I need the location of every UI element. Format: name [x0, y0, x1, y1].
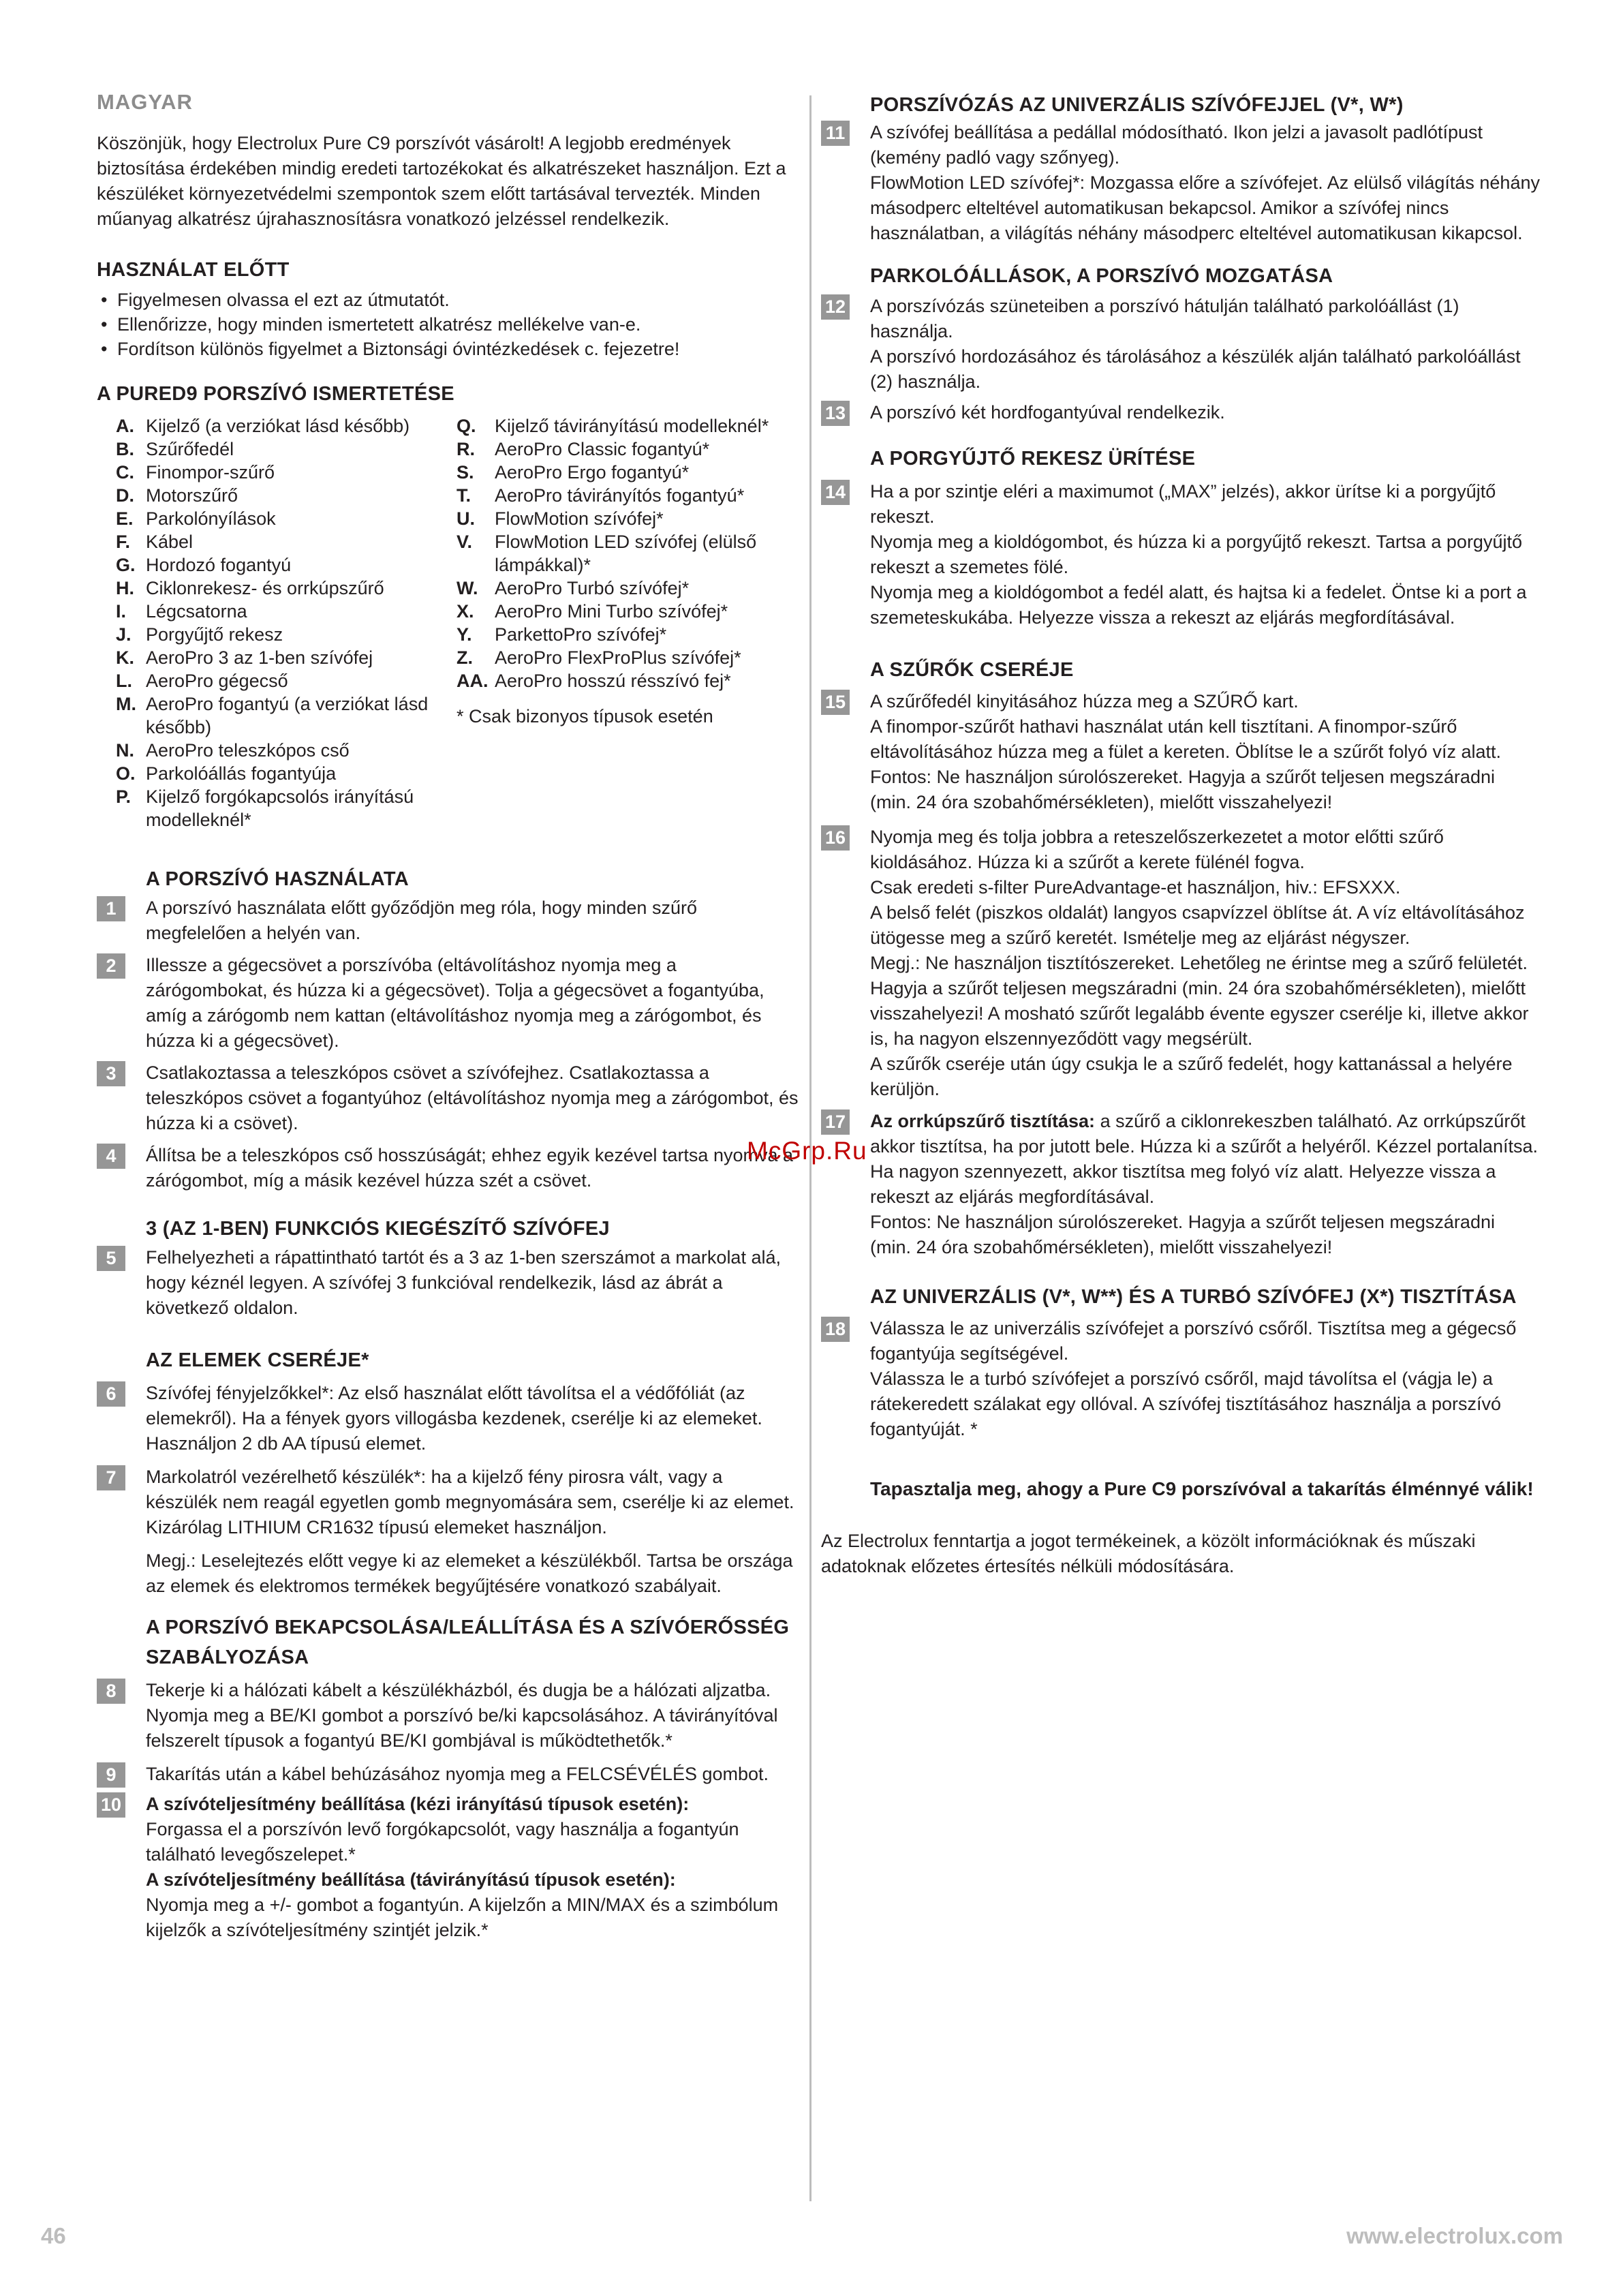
step-text: Illessze a gégecsövet a porszívóba (eltávolításhoz nyomja meg a zárógombokat, és húzza ki a gégecsövet). Tolja a gégecsövet a fogantyúba, amíg a zárógomb nem kattan (eltávolításhoz nyomja meg a zárógombot, és húzza ki a gégecsövet).: [146, 955, 764, 1051]
part-text: FlowMotion LED szívófej (elülső lámpákkal)*: [495, 532, 757, 575]
part-item: [116, 438, 457, 461]
step-number: 8: [97, 1679, 125, 1704]
part-item: [457, 507, 797, 530]
part-text: AeroPro teleszkópos cső: [146, 740, 350, 761]
part-text: AeroPro FlexProPlus szívófej*: [495, 647, 741, 668]
part-item: [457, 438, 797, 461]
parts-list: [97, 414, 799, 831]
step-9: [97, 1762, 799, 1788]
list-item: • Fordítson különös figyelmet a Biztonsági óvintézkedések c. fejezetre!: [97, 337, 799, 361]
part-letter: X.: [457, 601, 474, 622]
part-item: [116, 646, 457, 669]
part-letter: W.: [457, 578, 478, 598]
part-letter: E.: [116, 508, 134, 529]
step-number: 18: [821, 1317, 850, 1342]
step-important: Fontos: Ne használjon súrolószereket. Hagyja a szűrőt teljesen megszáradni (min. 24 óra szobahőmérsékleten), mielőtt visszahelyezi!: [870, 1212, 1495, 1257]
part-item: [457, 623, 797, 646]
step-subheading: A szívóteljesítmény beállítása (kézi irányítású típusok esetén):: [146, 1794, 690, 1814]
part-letter: C.: [116, 462, 134, 483]
part-text: AeroPro távirányítós fogantyú*: [495, 485, 745, 506]
part-item: [116, 600, 457, 623]
part-item: [116, 739, 457, 762]
part-letter: J.: [116, 624, 132, 645]
part-text: AeroPro gégecső: [146, 671, 288, 691]
part-item: [116, 577, 457, 600]
part-item: [116, 692, 457, 739]
part-letter: G.: [116, 555, 136, 575]
footer-url: www.electrolux.com: [1346, 2223, 1563, 2248]
part-letter: A.: [116, 416, 134, 436]
part-text: Légcsatorna: [146, 601, 247, 622]
step-paragraph: A belső felét (piszkos oldalát) langyos csapvízzel öblítse át. A víz eltávolításához ütögesse meg a szűrő keretét. Ismételje meg az eljárást négyszer.: [870, 902, 1525, 948]
description-heading: A PURED9 PORSZÍVÓ ISMERTETÉSE: [97, 383, 454, 405]
step-number: 13: [821, 401, 850, 426]
part-letter: R.: [457, 439, 475, 459]
part-letter: AA.: [457, 671, 489, 691]
part-text: AeroPro Classic fogantyú*: [495, 439, 710, 459]
part-letter: H.: [116, 578, 134, 598]
step-paragraph: A szívófej beállítása a pedállal módosítható. Ikon jelzi a javasolt padlótípust (kemény padló vagy szőnyeg).: [870, 122, 1483, 168]
step-paragraph: Forgassa el a porszívón levő forgókapcsolót, vagy használja a fogantyún található levegőszelepet.*: [146, 1819, 739, 1865]
step-text: Csatlakoztassa a teleszkópos csövet a szívófejhez. Csatlakoztassa a teleszkópos csövet a fogantyúhoz (eltávolításhoz nyomja meg a zárógombot, és húzza ki a csövet).: [146, 1062, 799, 1133]
part-letter: D.: [116, 485, 134, 506]
usage-steps: [97, 896, 799, 1193]
step-paragraph: Megj.: Ne használjon tisztítószereket. Lehetőleg ne érintse meg a szűrő felületét. Hagyja a szűrőt teljesen megszáradni (min. 24 óra szobahőmérsékleten), mielőtt visszahelyezi! A mosható szűrőt legalább évente egyszer cserélje ki, illetve akkor is, ha nagyon elszennyeződött vagy megsérült.: [870, 953, 1529, 1049]
part-letter: Q.: [457, 416, 476, 436]
step-text: [146, 1465, 799, 1599]
step-number: 2: [97, 953, 125, 979]
parts-column-2: [457, 414, 797, 831]
part-letter: Z.: [457, 647, 473, 668]
step-text: [870, 120, 1540, 246]
step-paragraph: Csak eredeti s-filter PureAdvantage-et használjon, hiv.: EFSXXX.: [870, 877, 1401, 898]
step-number: 4: [97, 1144, 125, 1169]
step-5: [97, 1245, 799, 1321]
step-11: [821, 120, 1540, 246]
part-letter: I.: [116, 601, 127, 622]
page-number: 46: [41, 2223, 66, 2248]
step-paragraph: Ha a por szintje eléri a maximumot („MAX” jelzés), akkor ürítse ki a porgyűjtő rekeszt.: [870, 481, 1496, 527]
part-text: Hordozó fogantyú: [146, 555, 292, 575]
step-number: 1: [97, 896, 125, 921]
step-text: [870, 1109, 1540, 1260]
watermark: McGrp.Ru: [747, 1137, 867, 1165]
part-item: [457, 646, 797, 669]
intro-paragraph: Köszönjük, hogy Electrolux Pure C9 porszívót vásárolt! A legjobb eredmények biztosítása érdekében mindig eredeti tartozékokat és alkatrészeket használjon. Ezt a készüléket környezetvédelmi szempontok szem előtt tartásával tervezték. Minden műanyag alkatrész újrahasznosításra vonatkozó jelzéssel rendelkezik.: [97, 133, 786, 229]
step-text: Állítsa be a teleszkópos cső hosszúságát; ehhez egyik kezével tartsa nyomva a zárógombot, míg a másik kezével húzza szét a csövet.: [146, 1145, 794, 1191]
parts-column-1: [97, 414, 457, 831]
step-17: [821, 1109, 1540, 1260]
part-text: Kijelző forgókapcsolós irányítású modelleknél*: [146, 786, 414, 830]
part-text: Ciklonrekesz- és orrkúpszűrő: [146, 578, 384, 598]
step-paragraph: Válassza le az univerzális szívófejet a porszívó csőről. Tisztítsa meg a gégecső fogantyúja segítségével.: [870, 1318, 1517, 1364]
step-text: Tekerje ki a hálózati kábelt a készülékházból, és dugja be a hálózati aljzatba. Nyomja meg a BE/KI gombot a porszívó be/ki kapcsolásához. A távirányítóval felszerelt típusok a fogantyú BE/KI gombjával is működtethetők.*: [146, 1680, 778, 1751]
part-item: [116, 484, 457, 507]
part-text: AeroPro Ergo fogantyú*: [495, 462, 690, 483]
step-number: 7: [97, 1465, 125, 1490]
part-letter: T.: [457, 485, 472, 506]
part-text: Kijelző (a verziókat lásd később): [146, 416, 410, 436]
part-text: Finompor-szűrő: [146, 462, 275, 483]
step-16: [821, 825, 1540, 1102]
step-text: A porszívó két hordfogantyúval rendelkezik.: [870, 402, 1225, 423]
usage-step: [97, 1060, 799, 1136]
part-letter: V.: [457, 532, 473, 552]
part-item: [457, 484, 797, 507]
step-paragraph: Markolatról vezérelhető készülék*: ha a kijelző fény pirosra vált, vagy a készülék nem reagál egyetlen gomb megnyomására sem, cserélje ki az elemet. Kizárólag LITHIUM CR1632 típusú elemeket használjon.: [146, 1467, 794, 1537]
part-text: Motorszűrő: [146, 485, 238, 506]
cleaning-heading: AZ UNIVERZÁLIS (V*, W**) ÉS A TURBÓ SZÍVÓFEJ (X*) TISZTÍTÁSA: [870, 1286, 1517, 1308]
step-7: [97, 1465, 799, 1599]
step-body: a szűrő a ciklonrekeszben található. Az orrkúpszűrőt akkor tisztítsa, ha por jutott bele. Húzza ki a szűrőt a helyéről. Kézzel portalanítsa. Ha nagyon szennyezett, akkor tisztítsa meg folyó víz alatt. Helyezze vissza a rekeszt az eljárás megfordításával.: [870, 1111, 1538, 1207]
part-item: [457, 461, 797, 484]
step-text: [870, 825, 1540, 1102]
list-item: • Ellenőrizze, hogy minden ismertetett alkatrész mellékelve van-e.: [97, 312, 799, 337]
part-letter: P.: [116, 786, 132, 807]
step-text: [146, 1792, 799, 1943]
step-paragraph: Válassza le a turbó szívófejet a porszívó csőről, majd távolítsa el (vágja le) a rátekeredett szálakat egy ollóval. A szívófej tisztításához használja a porszívó fogantyúját. *: [870, 1368, 1501, 1439]
step-10: [97, 1792, 799, 1943]
filters-heading: A SZŰRŐK CSERÉJE: [870, 659, 1074, 681]
step-number: 3: [97, 1061, 125, 1086]
step-number: 11: [821, 121, 850, 146]
empty-heading: A PORGYŰJTŐ REKESZ ÜRÍTÉSE: [870, 448, 1196, 470]
part-text: ParkettoPro szívófej*: [495, 624, 667, 645]
usage-step: [97, 896, 799, 946]
part-item: [457, 669, 797, 692]
part-letter: O.: [116, 763, 136, 784]
batteries-heading: AZ ELEMEK CSERÉJE*: [146, 1349, 369, 1371]
onoff-heading: A PORSZÍVÓ BEKAPCSOLÁSA/LEÁLLÍTÁSA ÉS A SZÍVÓERŐSSÉG SZABÁLYOZÁSA: [146, 1617, 790, 1668]
step-text: Felhelyezheti a rápattintható tartót és a 3 az 1-ben szerszámot a markolat alá, hogy kéznél legyen. A szívófej 3 funkcióval rendelkezik, lásd az ábrát a következő oldalon.: [146, 1247, 781, 1318]
step-number: 17: [821, 1109, 850, 1135]
part-text: Szűrőfedél: [146, 439, 234, 459]
before-use-heading: HASZNÁLAT ELŐTT: [97, 259, 290, 281]
part-item: [116, 530, 457, 553]
part-letter: K.: [116, 647, 134, 668]
step-paragraph: Nyomja meg a kioldógombot, és húzza ki a porgyűjtő rekeszt. Tartsa a porgyűjtő rekeszt a szemetes fölé.: [870, 532, 1522, 577]
nozzle-heading: 3 (AZ 1-BEN) FUNKCIÓS KIEGÉSZÍTŐ SZÍVÓFEJ: [146, 1218, 610, 1240]
step-number: 16: [821, 825, 850, 851]
part-text: AeroPro fogantyú (a verziókat lásd később): [146, 694, 429, 737]
part-letter: L.: [116, 671, 132, 691]
part-item: [116, 414, 457, 438]
step-text: [870, 1316, 1540, 1442]
step-15: [821, 689, 1540, 815]
step-paragraph: Nyomja meg és tolja jobbra a reteszelőszerkezetet a motor előtti szűrő kioldásához. Húzza ki a szűrőt a kerete fülénél fogva.: [870, 827, 1444, 872]
part-text: Kijelző távirányítású modelleknél*: [495, 416, 769, 436]
step-label: Az orrkúpszűrő tisztítása:: [870, 1111, 1096, 1131]
part-item: [116, 762, 457, 785]
step-text: [870, 294, 1540, 395]
part-item: [116, 507, 457, 530]
part-text: FlowMotion szívófej*: [495, 508, 664, 529]
disclaimer: Az Electrolux fenntartja a jogot termékeinek, a közölt információknak és műszaki adatoknak előzetes értesítés nélküli módosítására.: [821, 1531, 1476, 1576]
step-paragraph: A finompor-szűrőt hathavi használat után kell tisztítani. A finompor-szűrő eltávolításához húzza meg a fület a kereten. Öblítse le a szűrőt folyó víz alatt.: [870, 716, 1501, 762]
step-number: 5: [97, 1246, 125, 1271]
step-8: [97, 1678, 799, 1754]
step-18: [821, 1316, 1540, 1442]
step-important: Fontos: Ne használjon súrolószereket. Hagyja a szűrőt teljesen megszáradni (min. 24 óra szobahőmérsékleten), mielőtt visszahelyezi!: [870, 767, 1495, 812]
part-letter: U.: [457, 508, 475, 529]
left-column: [97, 90, 799, 1943]
step-paragraph: Nyomja meg a kioldógombot a fedél alatt, és hajtsa ki a fedelet. Öntse ki a port a szemeteskukába. Helyezze vissza a rekeszt az eljárás megfordításával.: [870, 582, 1527, 628]
part-letter: N.: [116, 740, 134, 761]
part-text: Porgyűjtő rekesz: [146, 624, 283, 645]
part-text: Kábel: [146, 532, 194, 552]
step-number: 10: [97, 1792, 125, 1818]
step-text: Szívófej fényjelzőkkel*: Az első használat előtt távolítsa el a védőfóliát (az elemekről). Ha a fények gyors villogásba kezdenek, cserélje ki az elemeket. Használjon 2 db AA típusú elemet.: [146, 1383, 762, 1454]
part-item: [457, 530, 797, 577]
part-text: Parkolónyílások: [146, 508, 276, 529]
part-item: [116, 553, 457, 577]
step-paragraph: FlowMotion LED szívófej*: Mozgassa előre a szívófejet. Az elülső világítás néhány másodperc elteltével automatikusan bekapcsol. Amikor a szívófej nincs használatban, a világítás néhány másodperc elteltével automatikusan kikapcsol.: [870, 172, 1540, 243]
step-paragraph: A porszívózás szüneteiben a porszívó hátulján található parkolóállást (1) használja.: [870, 296, 1459, 341]
step-paragraph: [870, 1109, 1540, 1210]
part-letter: B.: [116, 439, 134, 459]
part-item: [457, 577, 797, 600]
step-6: [97, 1381, 799, 1456]
universal-heading: PORSZÍVÓZÁS AZ UNIVERZÁLIS SZÍVÓFEJJEL (V*, W*): [870, 94, 1404, 116]
list-item: • Figyelmesen olvassa el ezt az útmutatót.: [97, 288, 799, 312]
part-letter: Y.: [457, 624, 472, 645]
part-item: [457, 600, 797, 623]
part-item: [116, 461, 457, 484]
parking-heading: PARKOLÓÁLLÁSOK, A PORSZÍVÓ MOZGATÁSA: [870, 265, 1333, 287]
part-letter: F.: [116, 532, 131, 552]
step-13: [821, 400, 1540, 426]
part-item: [116, 785, 457, 831]
part-text: AeroPro hosszú résszívó fej*: [495, 671, 731, 691]
right-column: [821, 90, 1540, 1579]
part-text: AeroPro 3 az 1-ben szívófej: [146, 647, 373, 668]
part-item: [457, 414, 797, 438]
step-text: A porszívó használata előtt győződjön meg róla, hogy minden szűrő megfelelően a helyén van.: [146, 898, 697, 943]
usage-heading: A PORSZÍVÓ HASZNÁLATA: [146, 868, 409, 890]
step-14: [821, 479, 1540, 630]
part-item: [116, 623, 457, 646]
step-number: 6: [97, 1381, 125, 1407]
step-paragraph: A szűrőfedél kinyitásához húzza meg a SZŰRŐ kart.: [870, 691, 1299, 711]
step-paragraph: A porszívó hordozásához és tárolásához a készülék alján található parkolóállást (2) használja.: [870, 346, 1521, 392]
step-number: 12: [821, 294, 850, 320]
step-paragraph: Nyomja meg a +/- gombot a fogantyún. A kijelzőn a MIN/MAX és a szimbólum kijelzők a szívóteljesítmény szintjét jelzik.*: [146, 1895, 779, 1940]
part-letter: M.: [116, 694, 136, 714]
part-letter: S.: [457, 462, 474, 483]
step-subheading: A szívóteljesítmény beállítása (távirányítású típusok esetén):: [146, 1869, 676, 1890]
step-number: 9: [97, 1762, 125, 1788]
step-number: 15: [821, 690, 850, 715]
step-text: Takarítás után a kábel behúzásához nyomja meg a FELCSÉVÉLÉS gombot.: [146, 1764, 769, 1784]
part-text: AeroPro Turbó szívófej*: [495, 578, 690, 598]
slogan: Tapasztalja meg, ahogy a Pure C9 porszívóval a takarítás élménnyé válik!: [870, 1478, 1534, 1499]
step-text: [870, 689, 1540, 815]
before-use-list: [97, 288, 799, 361]
part-text: AeroPro Mini Turbo szívófej*: [495, 601, 728, 622]
part-text: Parkolóállás fogantyúja: [146, 763, 337, 784]
usage-step: [97, 1143, 799, 1193]
step-number: 14: [821, 480, 850, 505]
parts-note: * Csak bizonyos típusok esetén: [457, 706, 713, 726]
usage-step: [97, 953, 799, 1054]
step-paragraph: A szűrők cseréje után úgy csukja le a szűrő fedelét, hogy kattanással a helyére kerüljön.: [870, 1054, 1513, 1099]
step-12: [821, 294, 1540, 395]
part-item: [116, 669, 457, 692]
step-text: [870, 479, 1540, 630]
step-note: Megj.: Leselejtezés előtt vegye ki az elemeket a készülékből. Tartsa be országa az elemek és elektromos termékek begyűjtésére vonatkozó szabályait.: [146, 1550, 793, 1596]
language-label: MAGYAR: [97, 90, 193, 114]
